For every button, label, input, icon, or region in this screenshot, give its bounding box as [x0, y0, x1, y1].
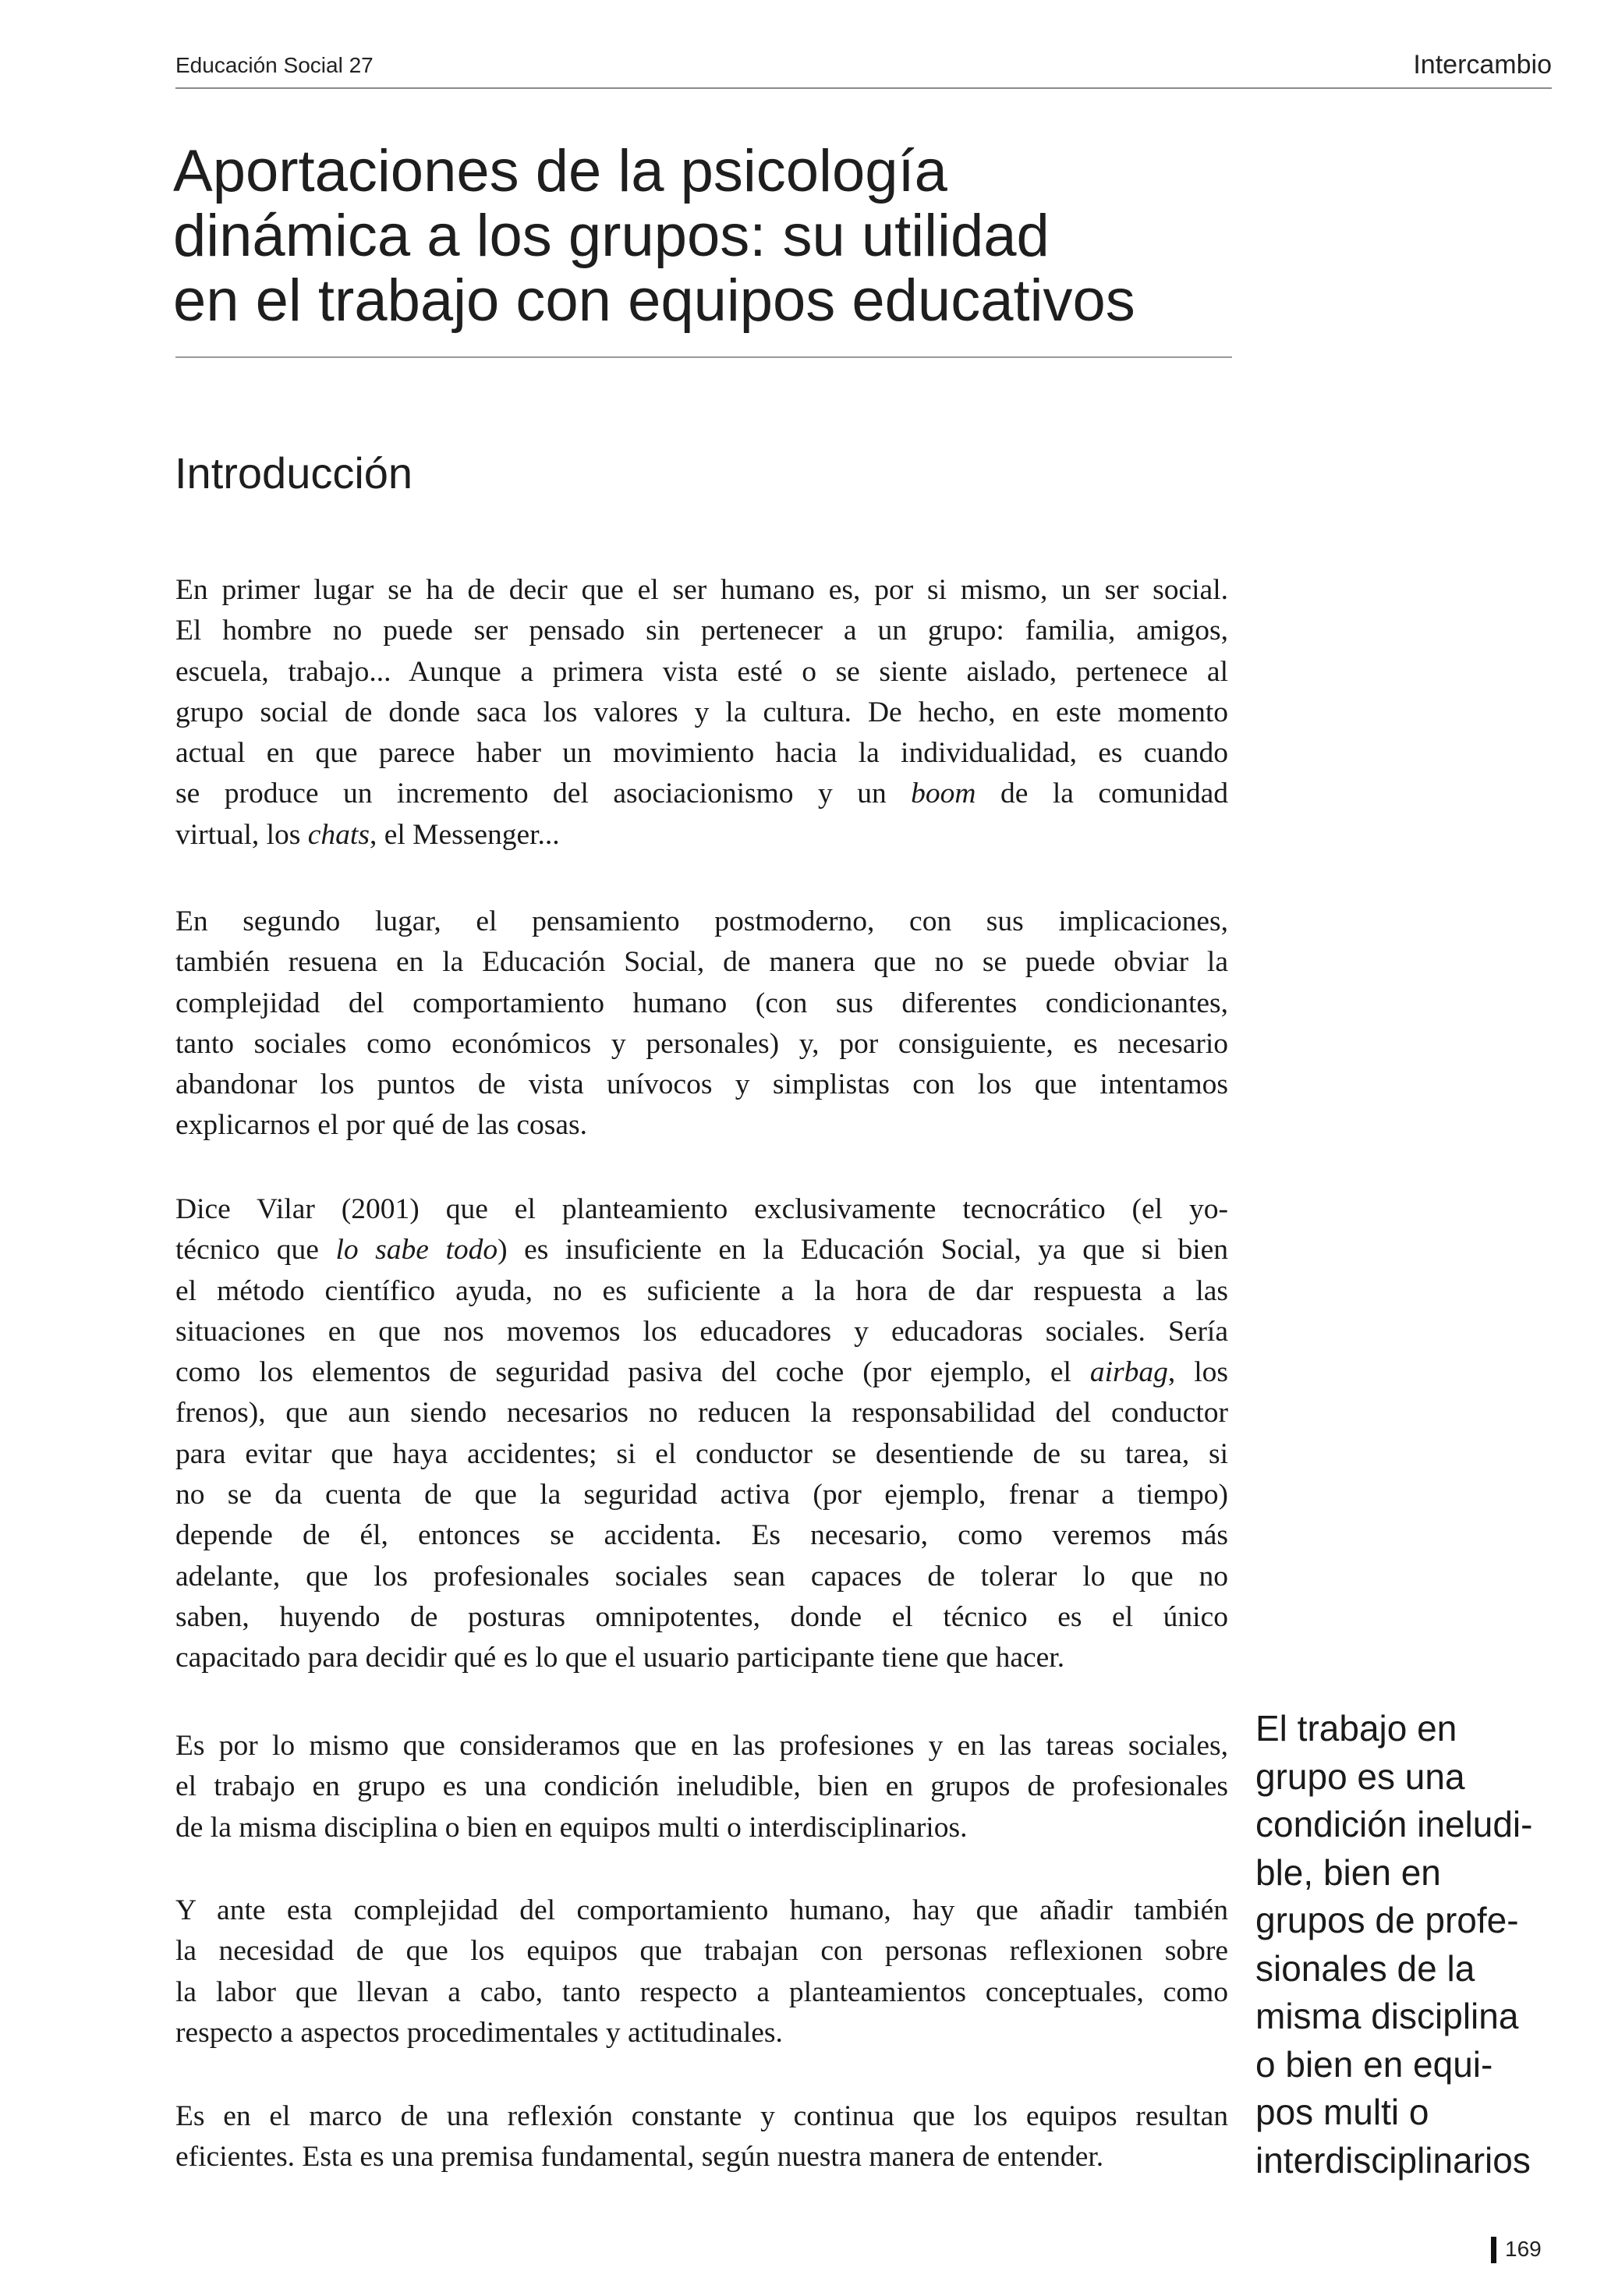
pull-quote-line: grupos de profe-: [1255, 1900, 1519, 1940]
article-title-line: en el trabajo con equipos educativos: [173, 268, 1135, 334]
pull-quote-line: ble, bien en: [1255, 1851, 1441, 1893]
paragraph-line: situaciones en que nos movemos los educadores y educadoras sociales. Sería: [175, 1315, 1228, 1348]
article-title: [173, 139, 1265, 333]
paragraph-line: de la misma disciplina o bien en equipos multi o interdisciplinarios.: [175, 1811, 968, 1844]
article-title-line: dinámica a los grupos: su utilidad: [173, 203, 1050, 269]
paragraph-line: frenos), que aun siendo necesarios no reducen la responsabilidad del conductor: [175, 1397, 1228, 1430]
paragraph-line: como los elementos de seguridad pasiva del coche (por ejemplo, el airbag, los: [175, 1356, 1228, 1389]
running-header-journal: Educación Social 27: [175, 53, 374, 77]
paragraph-line: grupo social de donde saca los valores y la cultura. De hecho, en este momento: [175, 696, 1228, 728]
paragraph-line: En segundo lugar, el pensamiento postmoderno, con sus implicaciones,: [175, 905, 1228, 937]
paragraph-line: saben, huyendo de posturas omnipotentes, donde el técnico es el único: [175, 1600, 1228, 1633]
paragraph-line: explicarnos el por qué de las cosas.: [175, 1109, 587, 1142]
paragraph-line: técnico que lo sabe todo) es insuficiente en la Educación Social, ya que si bien: [175, 1234, 1229, 1267]
pull-quote-line: pos multi o: [1255, 2092, 1429, 2132]
paragraph-line: complejidad del comportamiento humano (con sus diferentes condicionantes,: [175, 987, 1228, 1019]
body-paragraph: [175, 570, 1228, 856]
pull-quote-line: misma disciplina: [1255, 1996, 1519, 2036]
paragraph-line: abandonar los puntos de vista unívocos y simplistas con los que intentamos: [175, 1068, 1228, 1101]
section-heading-introduccion: Introducción: [175, 448, 413, 498]
body-paragraph: [175, 2096, 1228, 2178]
paragraph-line: En primer lugar se ha de decir que el ser humano es, por si mismo, un ser social.: [175, 574, 1228, 606]
header-divider: [175, 87, 1552, 89]
paragraph-line: tanto sociales como económicos y personales) y, por consiguiente, es necesario: [175, 1027, 1228, 1060]
title-divider: [175, 356, 1232, 358]
paragraph-line: capacitado para decidir qué es lo que el usuario participante tiene que hacer.: [175, 1642, 1065, 1674]
body-paragraph: [175, 1189, 1228, 1679]
paragraph-line: para evitar que haya accidentes; si el conductor se desentiende de su tarea, si: [175, 1437, 1228, 1470]
pull-quote-line: condición ineludi-: [1255, 1804, 1533, 1844]
running-header-section: Intercambio: [1413, 50, 1552, 80]
paragraph-line: Dice Vilar (2001) que el planteamiento exclusivamente tecnocrático (el yo-: [175, 1193, 1228, 1225]
paragraph-line: escuela, trabajo... Aunque a primera vista esté o se siente aislado, pertenece al: [175, 655, 1228, 688]
body-paragraph: [175, 1890, 1228, 2053]
paragraph-line: se produce un incremento del asociacionismo y un boom de la comunidad: [175, 778, 1228, 810]
pull-quote-line: El trabajo en: [1255, 1708, 1457, 1749]
body-paragraph: [175, 902, 1228, 1146]
page-number: 169: [1505, 2237, 1542, 2261]
pull-quote-line: sionales de la: [1255, 1947, 1475, 1989]
paragraph-line: eficientes. Esta es una premisa fundamental, según nuestra manera de entender.: [175, 2141, 1104, 2174]
paragraph-line: virtual, los chats, el Messenger...: [175, 818, 560, 851]
paragraph-line: actual en que parece haber un movimiento hacia la individualidad, es cuando: [175, 737, 1228, 770]
pull-quote-line: grupo es una: [1255, 1756, 1465, 1797]
paragraph-line: depende de él, entonces se accidenta. Es necesario, como veremos más: [175, 1519, 1228, 1552]
body-paragraph: [175, 1726, 1228, 1848]
paragraph-line: Es en el marco de una reflexión constante y continua que los equipos resultan: [175, 2100, 1228, 2132]
page-number-marker: [1491, 2237, 1496, 2263]
paragraph-line: El hombre no puede ser pensado sin pertenecer a un grupo: familia, amigos,: [175, 615, 1228, 647]
article-title-line: Aportaciones de la psicología: [173, 138, 947, 204]
paragraph-line: adelante, que los profesionales sociales sean capaces de tolerar lo que no: [175, 1560, 1228, 1593]
paragraph-line: la necesidad de que los equipos que trabajan con personas reflexionen sobre: [175, 1935, 1228, 1968]
paragraph-line: el método científico ayuda, no es suficiente a la hora de dar respuesta a las: [175, 1274, 1228, 1307]
paragraph-line: Es por lo mismo que consideramos que en las profesiones y en las tareas sociales,: [175, 1730, 1228, 1762]
pull-quote: [1255, 1705, 1560, 2184]
paragraph-line: el trabajo en grupo es una condición ineludible, bien en grupos de profesionales: [175, 1770, 1228, 1803]
paragraph-line: también resuena en la Educación Social, de manera que no se puede obviar la: [175, 946, 1228, 979]
paragraph-line: la labor que llevan a cabo, tanto respecto a planteamientos conceptuales, como: [175, 1975, 1228, 2008]
pull-quote-line: interdisciplinarios: [1255, 2139, 1531, 2181]
paragraph-line: respecto a aspectos procedimentales y actitudinales.: [175, 2016, 783, 2049]
paragraph-line: Y ante esta complejidad del comportamiento humano, hay que añadir también: [175, 1894, 1228, 1926]
pull-quote-line: o bien en equi-: [1255, 2043, 1493, 2085]
paragraph-line: no se da cuenta de que la seguridad activa (por ejemplo, frenar a tiempo): [175, 1479, 1228, 1511]
